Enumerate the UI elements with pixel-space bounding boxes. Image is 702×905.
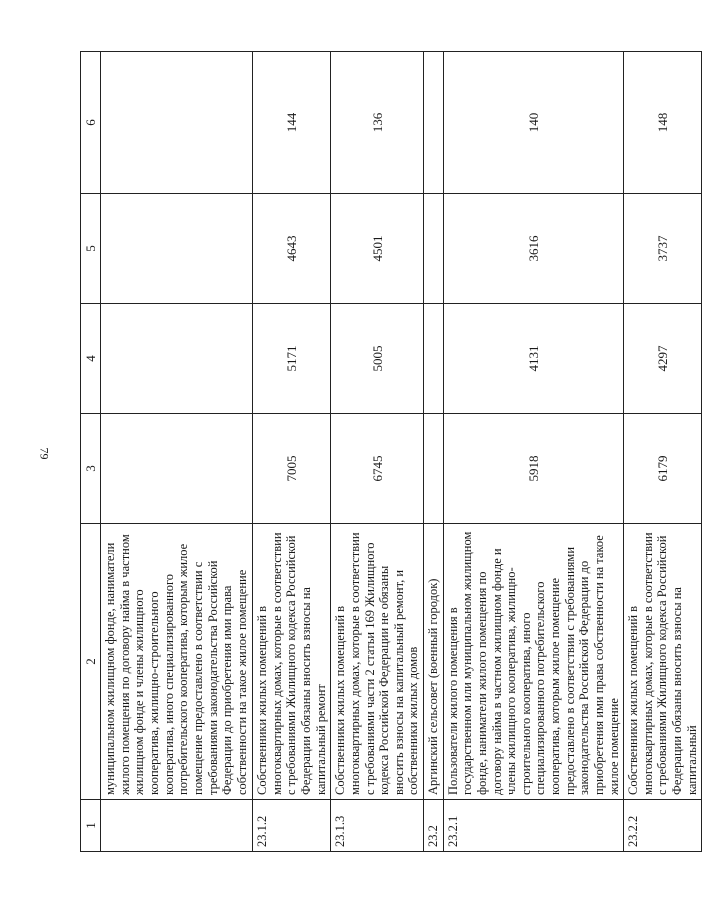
row-code: 23.1.2 bbox=[253, 800, 331, 852]
page-number: 79 bbox=[37, 447, 52, 460]
row-code: 23.2 bbox=[424, 800, 444, 852]
row-value bbox=[101, 414, 253, 524]
column-header: 4 bbox=[81, 304, 101, 414]
row-description: Собственники жилых помещений в многоквартирных домах, которые в соответствии с требованиями Жилищного кодекса Российской Федерации обязаны вносить взносы на капитальный bbox=[624, 524, 702, 800]
rotated-page bbox=[80, 52, 699, 852]
row-code bbox=[101, 800, 253, 852]
row-value: 4131 bbox=[443, 304, 624, 414]
row-value: 5005 bbox=[331, 304, 424, 414]
row-code: 23.1.3 bbox=[331, 800, 424, 852]
row-value: 5171 bbox=[253, 304, 331, 414]
row-value bbox=[101, 52, 253, 194]
table-row bbox=[443, 52, 624, 852]
row-value bbox=[424, 414, 444, 524]
row-value: 7005 bbox=[253, 414, 331, 524]
row-value: 136 bbox=[331, 52, 424, 194]
row-value: 6745 bbox=[331, 414, 424, 524]
row-value: 6179 bbox=[624, 414, 702, 524]
row-description: Аргинский сельсовет (военный городок) bbox=[424, 524, 444, 800]
row-value: 144 bbox=[253, 52, 331, 194]
row-code: 23.2.2 bbox=[624, 800, 702, 852]
row-value: 5918 bbox=[443, 414, 624, 524]
row-description: Пользователи жилого помещения в государственном или муниципальном жилищном фонде, наниматели жилого помещения по договору найма в частном жилищном фонде и члены жилищного кооператива, жилищно-строительного кооператива, иного специализированного потребительского кооператива, которым жилое помещение предоставлено в соответствии с требованиями законодательства Российской Федерации до приобретения ими права собственности на такое жилое помещение bbox=[443, 524, 624, 800]
row-value: 3737 bbox=[624, 194, 702, 304]
header-row bbox=[81, 52, 101, 852]
row-value bbox=[101, 304, 253, 414]
table-row bbox=[253, 52, 331, 852]
table-row bbox=[624, 52, 702, 852]
row-value bbox=[424, 194, 444, 304]
row-code: 23.2.1 bbox=[443, 800, 624, 852]
row-value: 148 bbox=[624, 52, 702, 194]
row-description: муниципальном жилищном фонде, наниматели жилого помещения по договору найма в частном жилищном фонде и члены жилищного кооператива, жилищно-строительного кооператива, иного специализированного потребительского кооператива, которым жилое помещение предоставлено в соответствии с требованиями законодательства Российской Федерации до приобретения ими права собственности на такое жилое помещение bbox=[101, 524, 253, 800]
row-value bbox=[424, 304, 444, 414]
column-header: 1 bbox=[81, 800, 101, 852]
column-header: 5 bbox=[81, 194, 101, 304]
row-value: 4643 bbox=[253, 194, 331, 304]
row-value: 3616 bbox=[443, 194, 624, 304]
tariff-table bbox=[80, 51, 702, 852]
column-header: 2 bbox=[81, 524, 101, 800]
row-value bbox=[101, 194, 253, 304]
table-row bbox=[331, 52, 424, 852]
table-row bbox=[101, 52, 253, 852]
row-description: Собственники жилых помещений в многоквартирных домах, которые в соответствии с требованиями части 2 статьи 169 Жилищного кодекса Российской Федерации не обязаны вносить взносы на капитальный ремонт, и собственники жилых домов bbox=[331, 524, 424, 800]
row-value: 4297 bbox=[624, 304, 702, 414]
column-header: 3 bbox=[81, 414, 101, 524]
row-value bbox=[424, 52, 444, 194]
row-value: 4501 bbox=[331, 194, 424, 304]
column-header: 6 bbox=[81, 52, 101, 194]
row-value: 140 bbox=[443, 52, 624, 194]
row-description: Собственники жилых помещений в многоквартирных домах, которые в соответствии с требованиями Жилищного кодекса Российской Федерации обязаны вносить взносы на капитальный ремонт bbox=[253, 524, 331, 800]
table-row bbox=[424, 52, 444, 852]
